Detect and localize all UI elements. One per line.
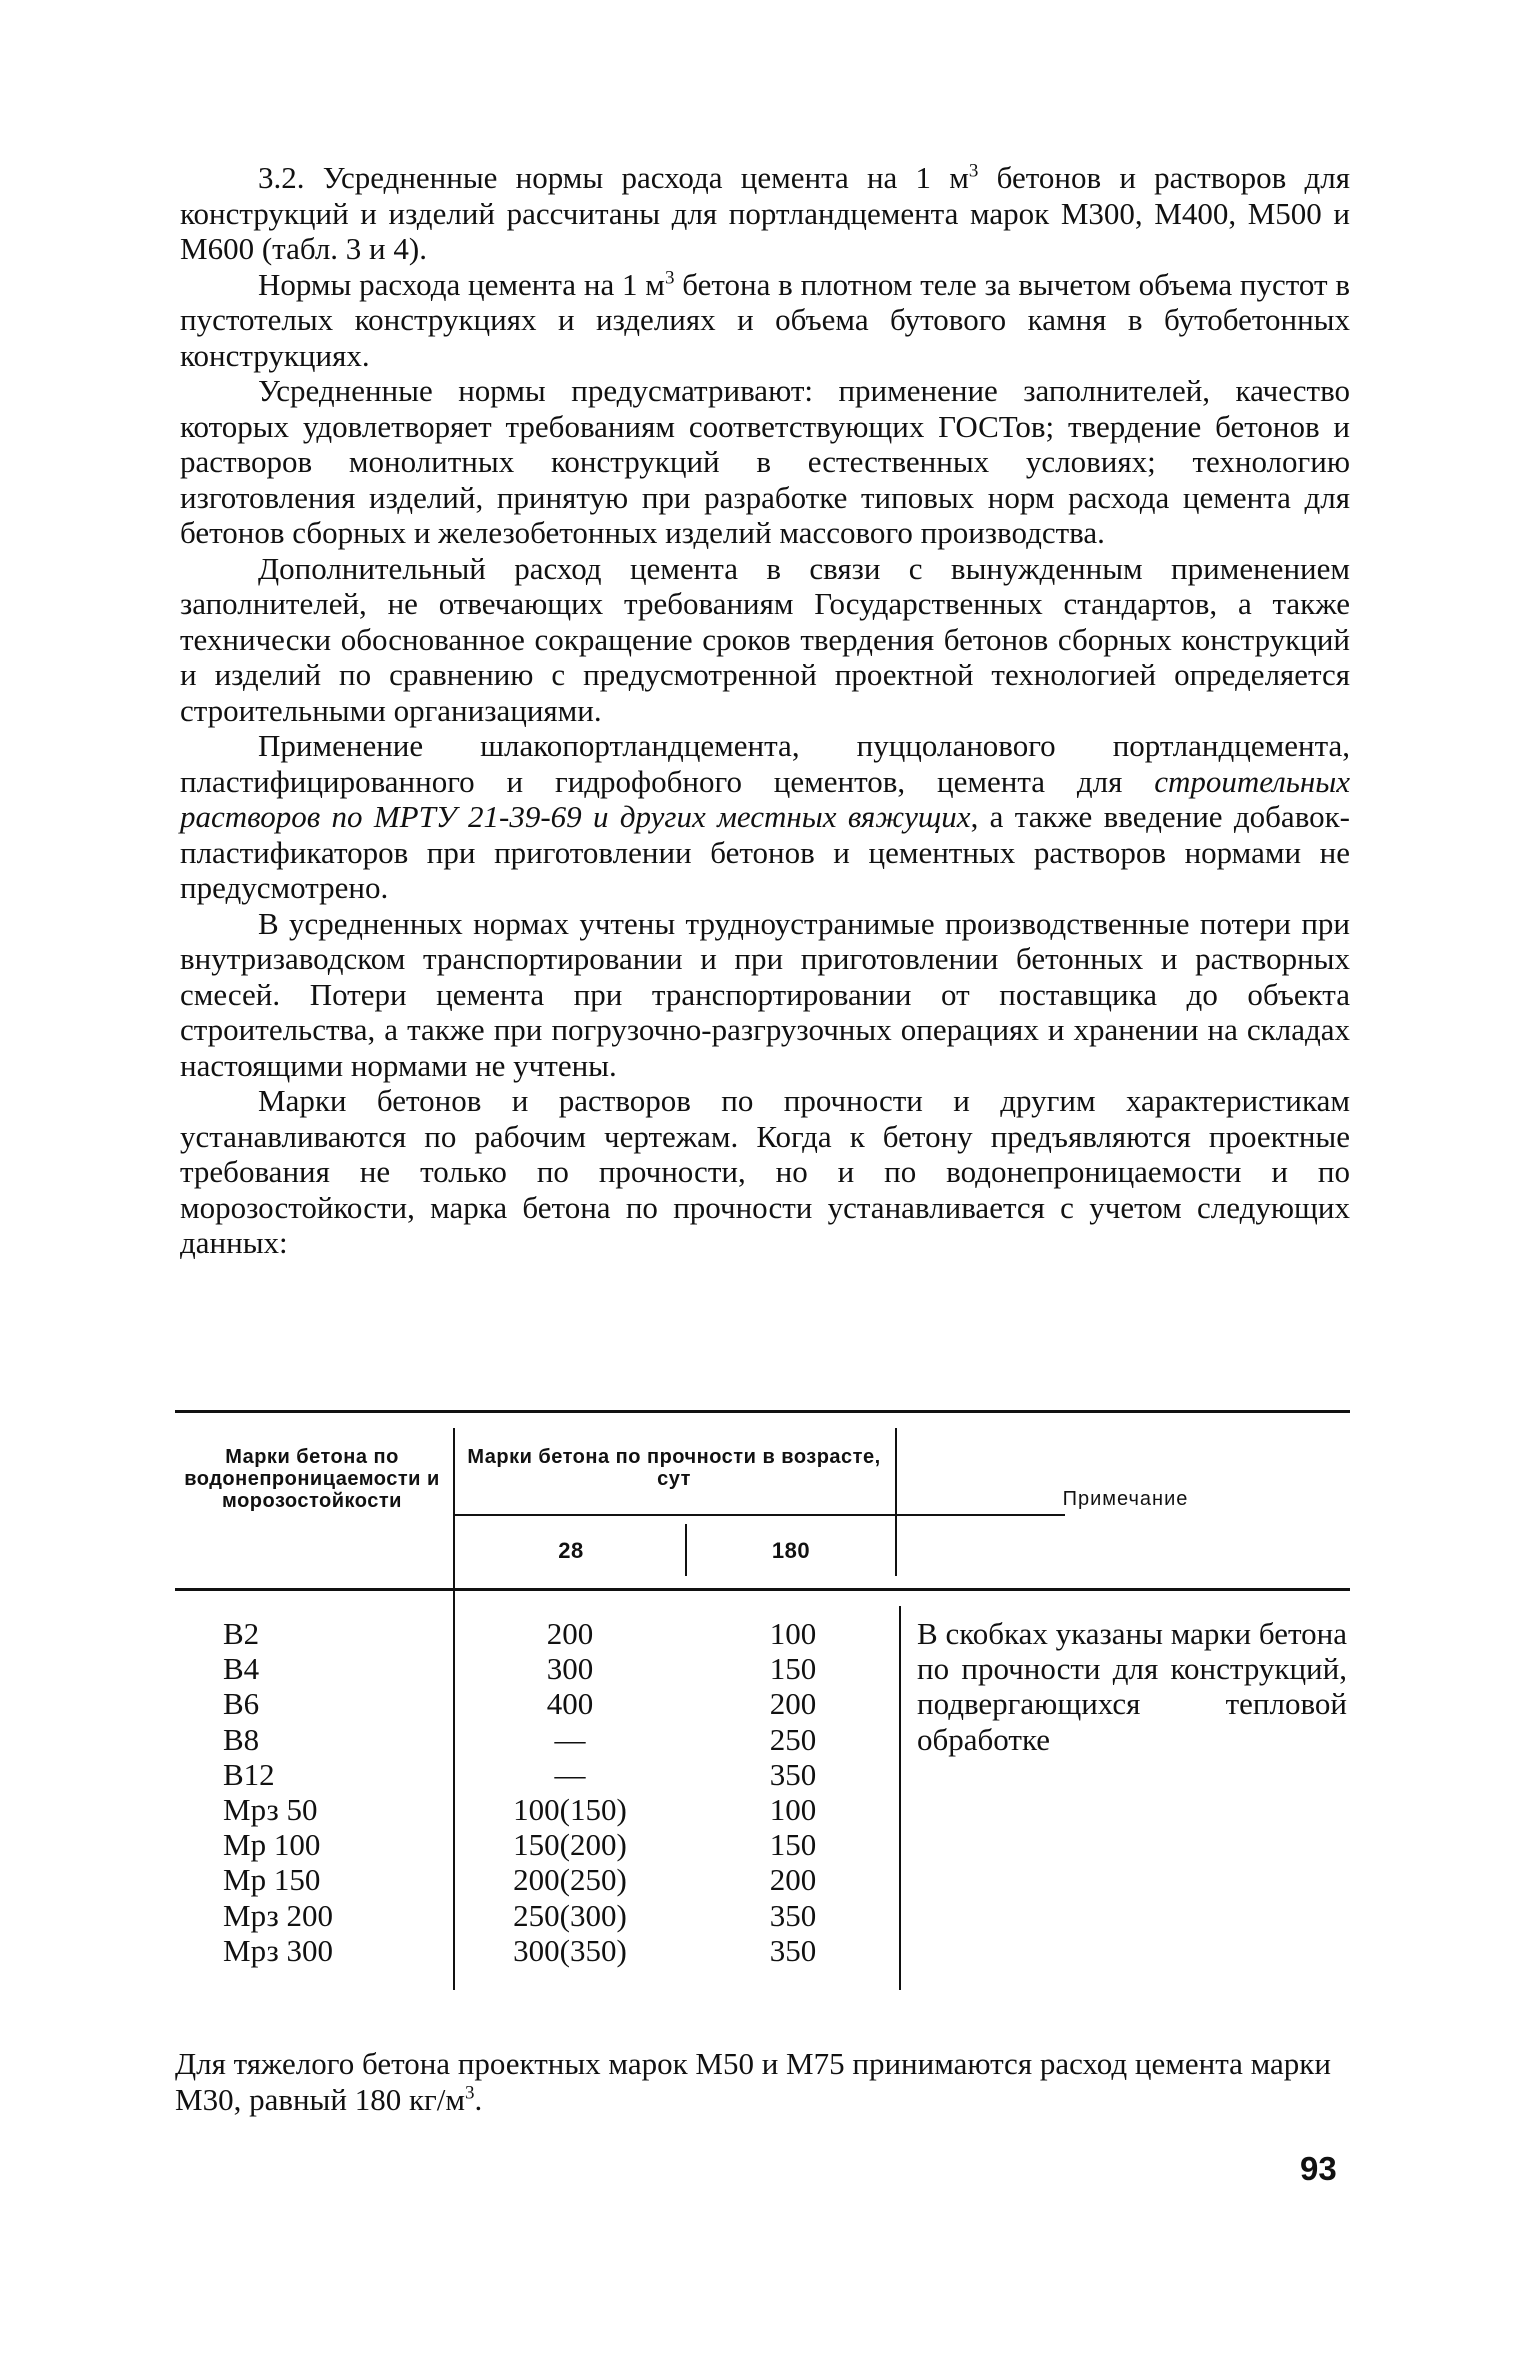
cell-180: 350 bbox=[769, 1932, 817, 1968]
cell-28: — bbox=[554, 1721, 586, 1757]
paragraph bbox=[180, 267, 1350, 374]
table-top-rule bbox=[175, 1410, 1350, 1413]
column-28-days bbox=[465, 1616, 675, 1968]
superscript: 3 bbox=[968, 160, 979, 182]
header-grade-impermeability: Марки бетона по водонепроницаемости и морозостойкости bbox=[184, 1446, 440, 1512]
cell-180: 150 bbox=[769, 1651, 817, 1687]
cell-180: 200 bbox=[769, 1686, 817, 1722]
cell-28: 400 bbox=[546, 1686, 594, 1722]
paragraph-text: Применение шлакопортландцемента, пуццоланового портландцемента, пластифицированного и гидрофобного цементов, цемента для bbox=[180, 728, 1350, 799]
paragraph-3-2 bbox=[180, 160, 1350, 267]
cell-28: 100(150) bbox=[513, 1792, 627, 1828]
paragraph-text: 3.2. Усредненные нормы расхода цемента на 1 м bbox=[258, 160, 969, 195]
cell-28: 150(200) bbox=[513, 1827, 627, 1863]
cell-180: 350 bbox=[769, 1897, 817, 1933]
body-text bbox=[180, 160, 1350, 1261]
paragraph-text: Марки бетонов и растворов по прочности и другим характеристикам устанавливаются по рабочим чертежам. Когда к бетону предъявляются проектные требования не только по прочности, но и по водонепроницаемости и по морозостойкости, марка бетона по прочности устанавливается с учетом следующих данных: bbox=[180, 1083, 1350, 1260]
paragraph-text: бетонов и растворов для конструкций и изделий рассчитаны для портландцемента марок М300, М400, М500 и М600 (табл. 3 и 4). bbox=[180, 160, 1350, 266]
footer-line: Для тяжелого бетона проектных марок М50 и М75 принимаются расход цемента марки М30, равный 180 кг/м bbox=[175, 2046, 1331, 2117]
cell-180: 350 bbox=[769, 1756, 817, 1792]
paragraph-text: В усредненных нормах учтены трудноустранимые производственные потери при внутризаводском транспортировании и при приготовлении бетонных и растворных смесей. Потери цемента при транспортировании от поставщика до объекта строительства, а также при погрузочно-разгрузочных операциях и хранении на складах настоящими нормами не учтены. bbox=[180, 905, 1350, 1083]
cell-grade: Мрз 300 bbox=[223, 1932, 333, 1968]
cell-grade: В12 bbox=[223, 1756, 275, 1792]
cell-grade: Мр 100 bbox=[223, 1827, 321, 1863]
cell-180: 250 bbox=[769, 1721, 817, 1757]
header-note: Примечание bbox=[1062, 1488, 1189, 1510]
cell-28: — bbox=[554, 1756, 586, 1792]
paragraph bbox=[180, 906, 1350, 1084]
cell-grade: В8 bbox=[223, 1721, 260, 1757]
paragraph bbox=[180, 373, 1350, 551]
column-divider bbox=[895, 1428, 897, 1576]
italic-text: строительных растворов по МРТУ 21-39-69 и других местных вяжущих bbox=[180, 763, 1350, 834]
header-28-days: 28 bbox=[558, 1538, 584, 1563]
paragraph-text: Нормы расхода цемента на 1 м bbox=[258, 266, 665, 302]
cell-grade: В4 bbox=[223, 1651, 260, 1687]
cell-grade: Мрз 200 bbox=[223, 1897, 333, 1933]
cell-180: 150 bbox=[769, 1827, 817, 1863]
paragraph bbox=[180, 551, 1350, 729]
cell-28: 300(350) bbox=[513, 1932, 627, 1968]
subheader-rule bbox=[455, 1514, 1065, 1516]
footer-line: . bbox=[474, 2082, 483, 2117]
grades-table bbox=[175, 1410, 1350, 2010]
page-number: 93 bbox=[1300, 2150, 1337, 2187]
cell-28: 200(250) bbox=[513, 1862, 627, 1898]
paragraph-text: Усредненные нормы предусматривают: применение заполнителей, качество которых удовлетворяет требованиям соответствующих ГОСТов; твердение бетонов и растворов монолитных конструкций в естественных условиях; технологию изготовления изделий, принятую при разработке типовых норм расхода цемента для бетонов сборных и железобетонных изделий массового производства. bbox=[180, 373, 1350, 550]
table-header-rule bbox=[175, 1588, 1350, 1591]
subcolumn-divider bbox=[685, 1524, 687, 1576]
superscript: 3 bbox=[664, 267, 675, 289]
cell-grade: Мрз 50 bbox=[223, 1792, 318, 1828]
paragraph-text: бетона в плотном теле за вычетом объема пустот в пустотелых конструкциях и изделиях и объема бутового камня в бутобетонных конструкциях. bbox=[180, 266, 1350, 373]
cell-grade: В6 bbox=[223, 1686, 260, 1722]
table-note: В скобках указаны марки бетона по прочности для конструкций, подвергающихся тепловой обработке bbox=[917, 1616, 1347, 1757]
column-divider bbox=[899, 1606, 901, 1990]
header-180-days: 180 bbox=[771, 1538, 811, 1563]
paragraph-text: , а также введение добавок-пластификаторов при приготовлении бетонов и цементных растворов нормами не предусмотрено. bbox=[180, 799, 1350, 905]
cell-grade: В2 bbox=[223, 1616, 260, 1651]
cell-28: 250(300) bbox=[513, 1897, 627, 1933]
footer-text bbox=[175, 2046, 1350, 2118]
cell-180: 100 bbox=[769, 1792, 817, 1828]
paragraph-text: Дополнительный расход цемента в связи с вынужденным применением заполнителей, не отвечающих требованиям Государственных стандартов, а также технически обоснованное сокращение сроков твердения бетонов сборных конструкций и изделий по сравнению с предусмотренной проектной технологией определяется строительными организациями. bbox=[180, 550, 1350, 728]
column-grade bbox=[223, 1616, 333, 1968]
cell-180: 100 bbox=[769, 1616, 817, 1651]
column-divider bbox=[453, 1428, 455, 1990]
cell-28: 200 bbox=[546, 1616, 594, 1651]
paragraph bbox=[180, 1083, 1350, 1261]
header-strength-age: Марки бетона по прочности в возрасте, сут bbox=[467, 1446, 881, 1490]
superscript: 3 bbox=[464, 2082, 475, 2104]
cell-28: 300 bbox=[546, 1651, 594, 1687]
paragraph bbox=[180, 728, 1350, 906]
cell-180: 200 bbox=[769, 1862, 817, 1898]
cell-grade: Мр 150 bbox=[223, 1862, 321, 1898]
column-180-days bbox=[695, 1616, 891, 1968]
